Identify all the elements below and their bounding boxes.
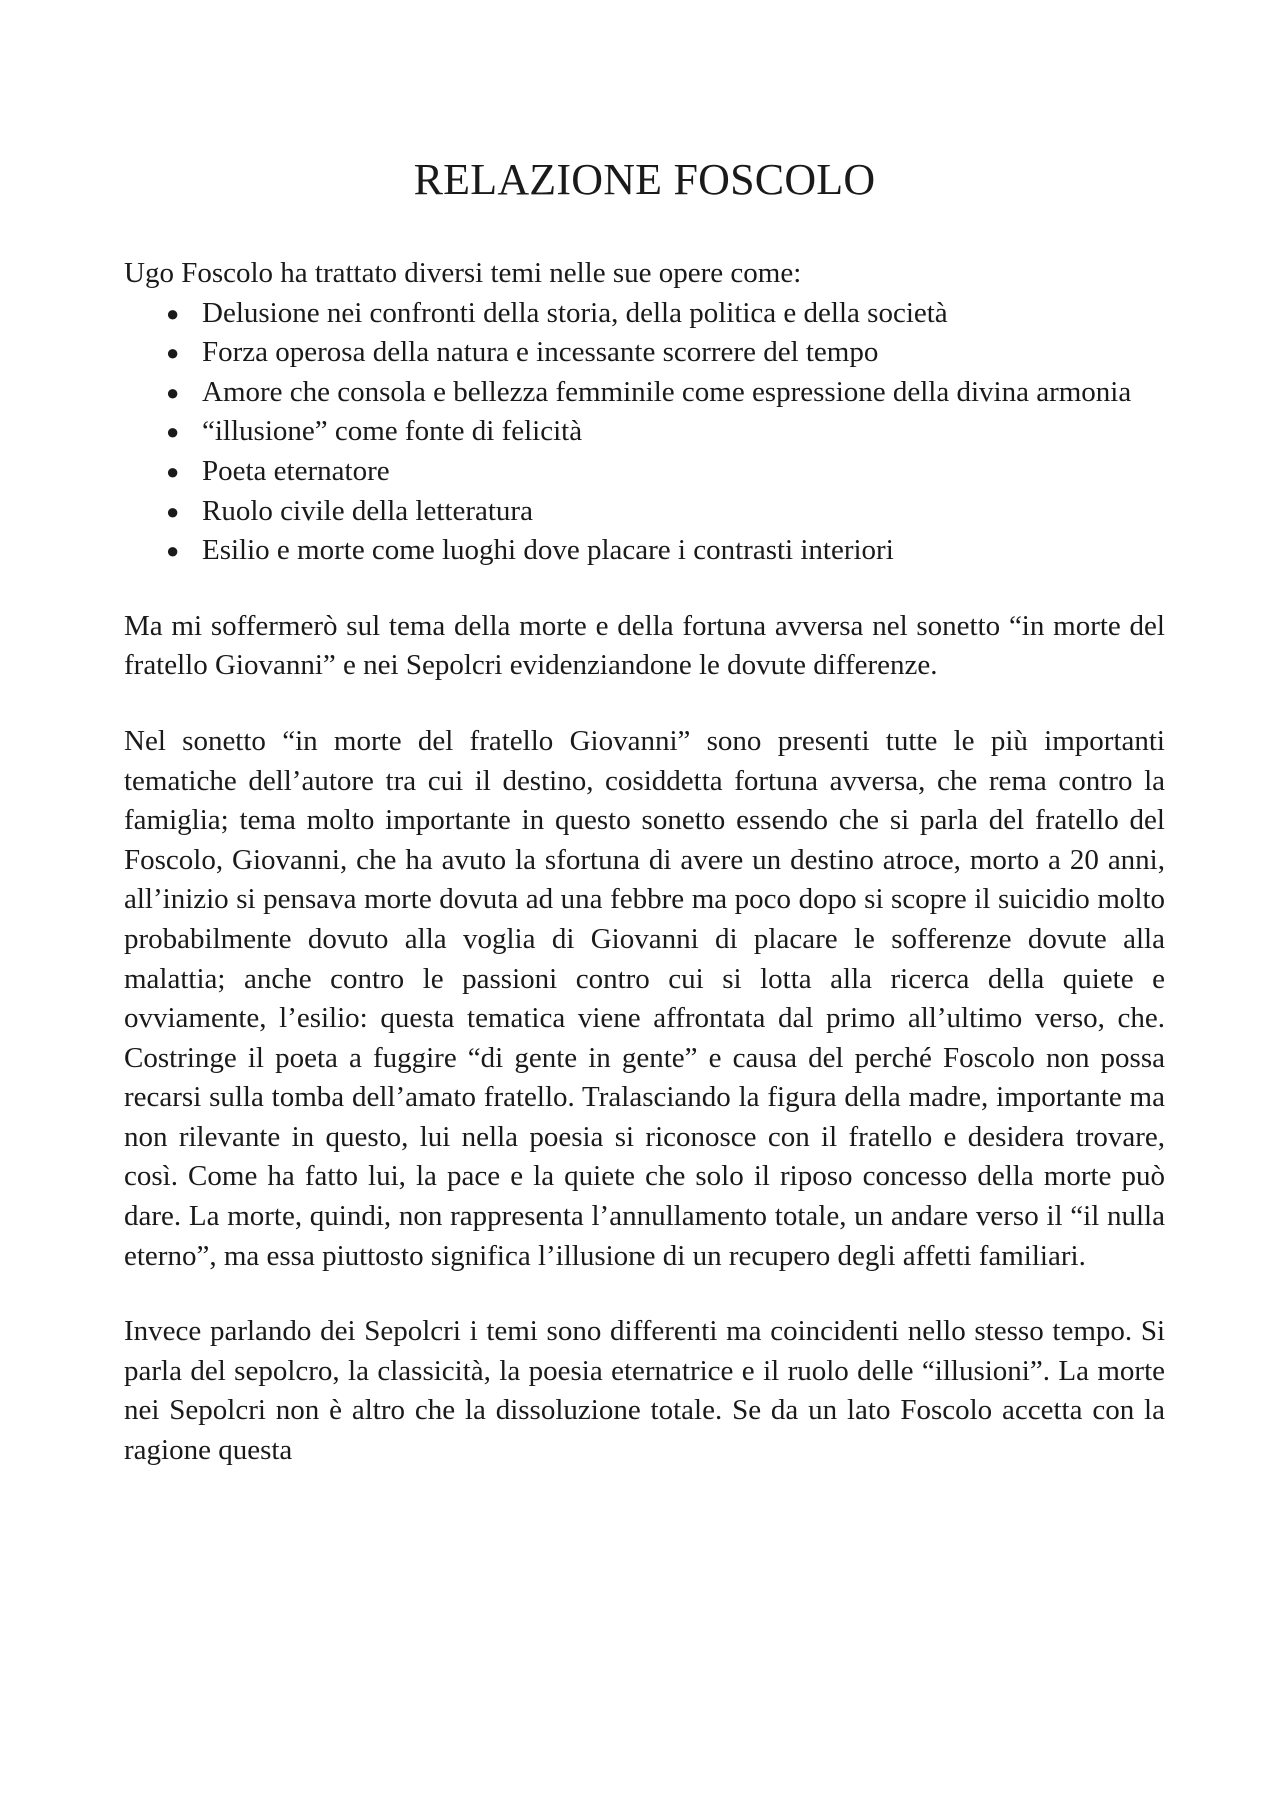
document-page: [124, 150, 1165, 1770]
theme-text: Amore che consola e bellezza femminile come espressione della divina armonia: [202, 375, 1132, 408]
list-item: [124, 294, 1165, 334]
theme-text: Forza operosa della natura e incessante scorrere del tempo: [202, 336, 879, 369]
bullet-icon: ●: [166, 498, 180, 524]
bullet-icon: ●: [166, 379, 180, 405]
bullet-icon: ●: [166, 340, 180, 366]
theme-text: Esilio e morte come luoghi dove placare i contrasti interiori: [202, 534, 894, 567]
bullet-icon: ●: [166, 538, 180, 564]
body-paragraph: Invece parlando dei Sepolcri i temi sono differenti ma coincidenti nello stesso tempo. Si parla del sepolcro, la classicità, la poesia eternatrice e il ruolo delle “illusioni”. La morte nei Sepolcri non è altro che la dissoluzione totale. Se da un lato Foscolo accetta con la ragione questa: [124, 1315, 1165, 1467]
list-item: [124, 492, 1165, 532]
body-paragraph: Ma mi soffermerò sul tema della morte e della fortuna avversa nel sonetto “in morte del fratello Giovanni” e nei Sepolcri evidenziandone le dovute differenze.: [124, 609, 1165, 682]
list-item: [124, 412, 1165, 452]
theme-text: “illusione” come fonte di felicità: [202, 415, 583, 448]
theme-text: Poeta eternatore: [202, 454, 390, 487]
themes-list: [124, 294, 1165, 571]
theme-text: Ruolo civile della letteratura: [202, 494, 533, 527]
bullet-icon: ●: [166, 300, 180, 326]
bullet-icon: ●: [166, 419, 180, 445]
intro-paragraph: Ugo Foscolo ha trattato diversi temi nelle sue opere come:: [124, 257, 802, 289]
document-title: RELAZIONE FOSCOLO: [413, 155, 876, 204]
list-item: [124, 333, 1165, 373]
theme-text: Delusione nei confronti della storia, della politica e della società: [202, 296, 948, 329]
bullet-icon: ●: [166, 458, 180, 484]
list-item: [124, 452, 1165, 492]
list-item: [124, 373, 1165, 413]
body-paragraph: Nel sonetto “in morte del fratello Giovanni” sono presenti tutte le più importanti tematiche dell’autore tra cui il destino, cosiddetta fortuna avversa, che rema contro la famiglia; tema molto importante in questo sonetto essendo che si parla del fratello del Foscolo, Giovanni, che ha avuto la sfortuna di avere un destino atroce, morto a 20 anni, all’inizio si pensava morte dovuta ad una febbre ma poco dopo si scopre il suicidio molto probabilmente dovuto alla voglia di Giovanni di placare le sofferenze dovute alla malattia; anche contro le passioni contro cui si lotta alla ricerca della quiete e ovviamente, l’esilio: questa tematica viene affrontata dal primo all’ultimo verso, che. Costringe il poeta a fuggire “di gente in gente” e causa del perché Foscolo non possa recarsi sulla tomba dell’amato fratello. Tralasciando la figura della madre, importante ma non rilevante in questo, lui nella poesia si riconosce con il fratello e desidera trovare, così. Come ha fatto lui, la pace e la quiete che solo il riposo concesso della morte può dare. La morte, quindi, non rappresenta l’annullamento totale, un andare verso il “il nulla eterno”, ma essa piuttosto significa l’illusione di un recupero degli affetti familiari.: [124, 724, 1165, 1272]
list-item: [124, 531, 1165, 571]
